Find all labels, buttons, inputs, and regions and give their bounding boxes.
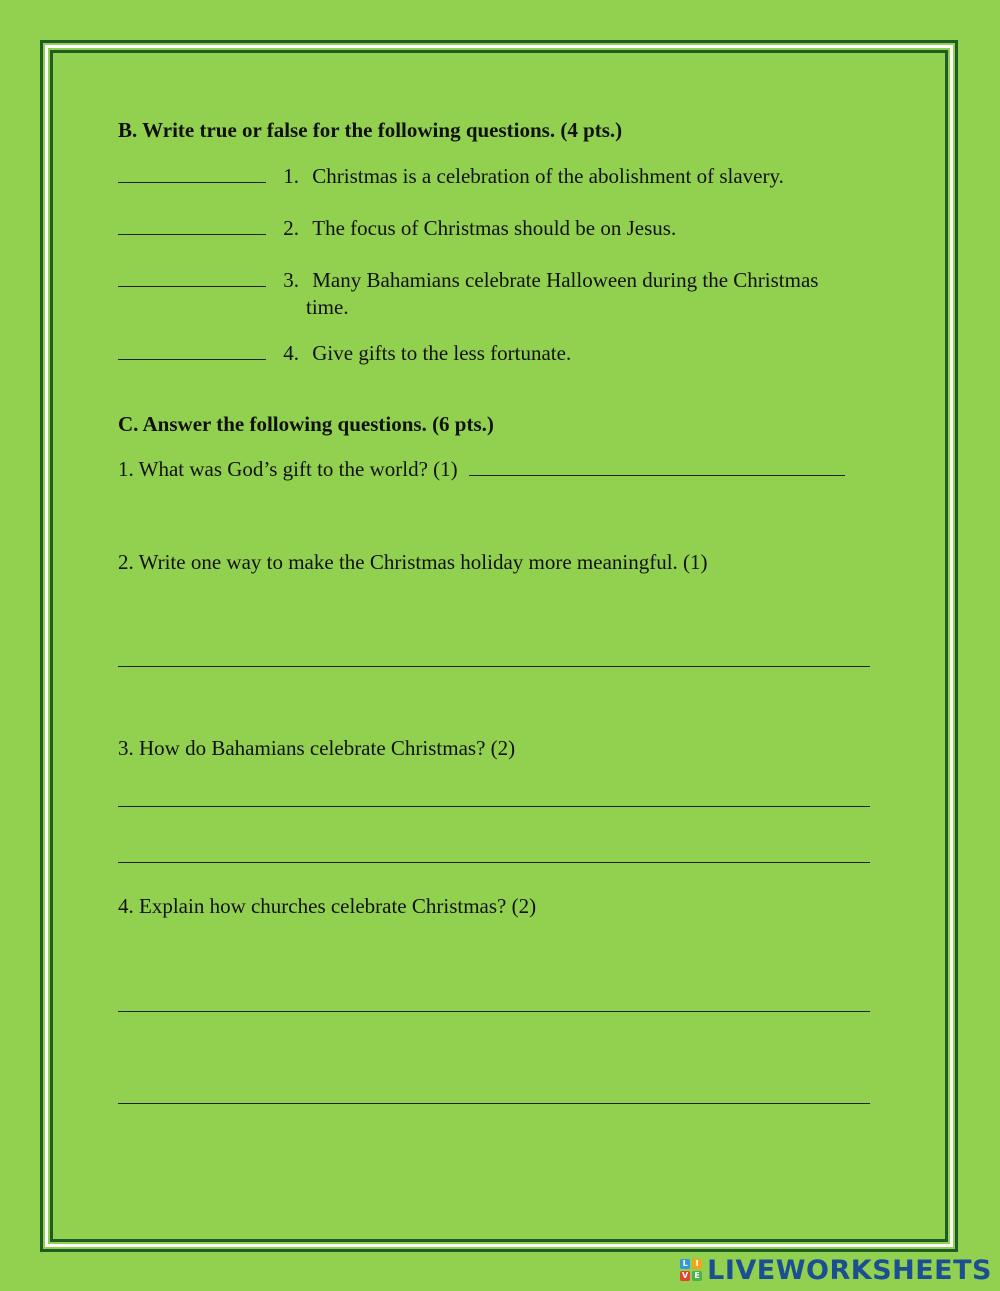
question-1 — [118, 457, 845, 482]
logo-letter-v: V — [682, 1271, 689, 1280]
question-3-answer-line-1[interactable] — [118, 806, 870, 807]
question-4-answer-line-1[interactable] — [118, 1011, 870, 1012]
tf-item-4-text: Give gifts to the less fortunate. — [312, 341, 572, 365]
logo-letter-l: L — [680, 1259, 690, 1269]
section-c-heading: C. Answer the following questions. (6 pts.) — [118, 412, 494, 436]
answer-blank-4[interactable] — [118, 359, 266, 360]
liveworksheets-logo — [680, 1255, 992, 1285]
tf-item-4-number: 4. — [283, 341, 299, 365]
tf-item-3-text-continued: time. — [306, 295, 349, 319]
tf-item-3-number: 3. — [283, 268, 299, 292]
answer-blank-1[interactable] — [118, 182, 266, 183]
tf-item-1 — [118, 164, 784, 189]
question-1-text: 1. What was God’s gift to the world? (1) — [118, 457, 458, 481]
section-b-heading: B. Write true or false for the following questions. (4 pts.) — [118, 118, 623, 142]
answer-blank-2[interactable] — [118, 234, 266, 235]
tf-item-3-text: Many Bahamians celebrate Halloween during the Christmas — [312, 268, 819, 292]
tf-item-2-text: The focus of Christmas should be on Jesus. — [312, 216, 677, 240]
question-4-text: 4. Explain how churches celebrate Christmas? (2) — [118, 894, 537, 918]
question-2-text: 2. Write one way to make the Christmas holiday more meaningful. (1) — [118, 550, 708, 574]
tf-item-2 — [118, 216, 676, 241]
tf-item-1-number: 1. — [283, 164, 299, 188]
tf-item-3 — [118, 268, 818, 293]
logo-letter-i: I — [692, 1259, 702, 1269]
question-3-answer-line-2[interactable] — [118, 862, 870, 863]
answer-blank-3[interactable] — [118, 286, 266, 287]
question-2-answer-line[interactable] — [118, 666, 870, 667]
tf-item-2-number: 2. — [283, 216, 299, 240]
question-3-text: 3. How do Bahamians celebrate Christmas? (2) — [118, 736, 516, 760]
logo-text: LIVEWORKSHEETS — [707, 1254, 992, 1286]
question-1-answer-line[interactable] — [469, 475, 845, 476]
question-4-answer-line-2[interactable] — [118, 1103, 870, 1104]
logo-letter-e: E — [692, 1271, 702, 1281]
logo-mark-icon — [680, 1259, 702, 1281]
tf-item-1-text: Christmas is a celebration of the abolishment of slavery. — [312, 164, 784, 188]
tf-item-4 — [118, 341, 571, 366]
